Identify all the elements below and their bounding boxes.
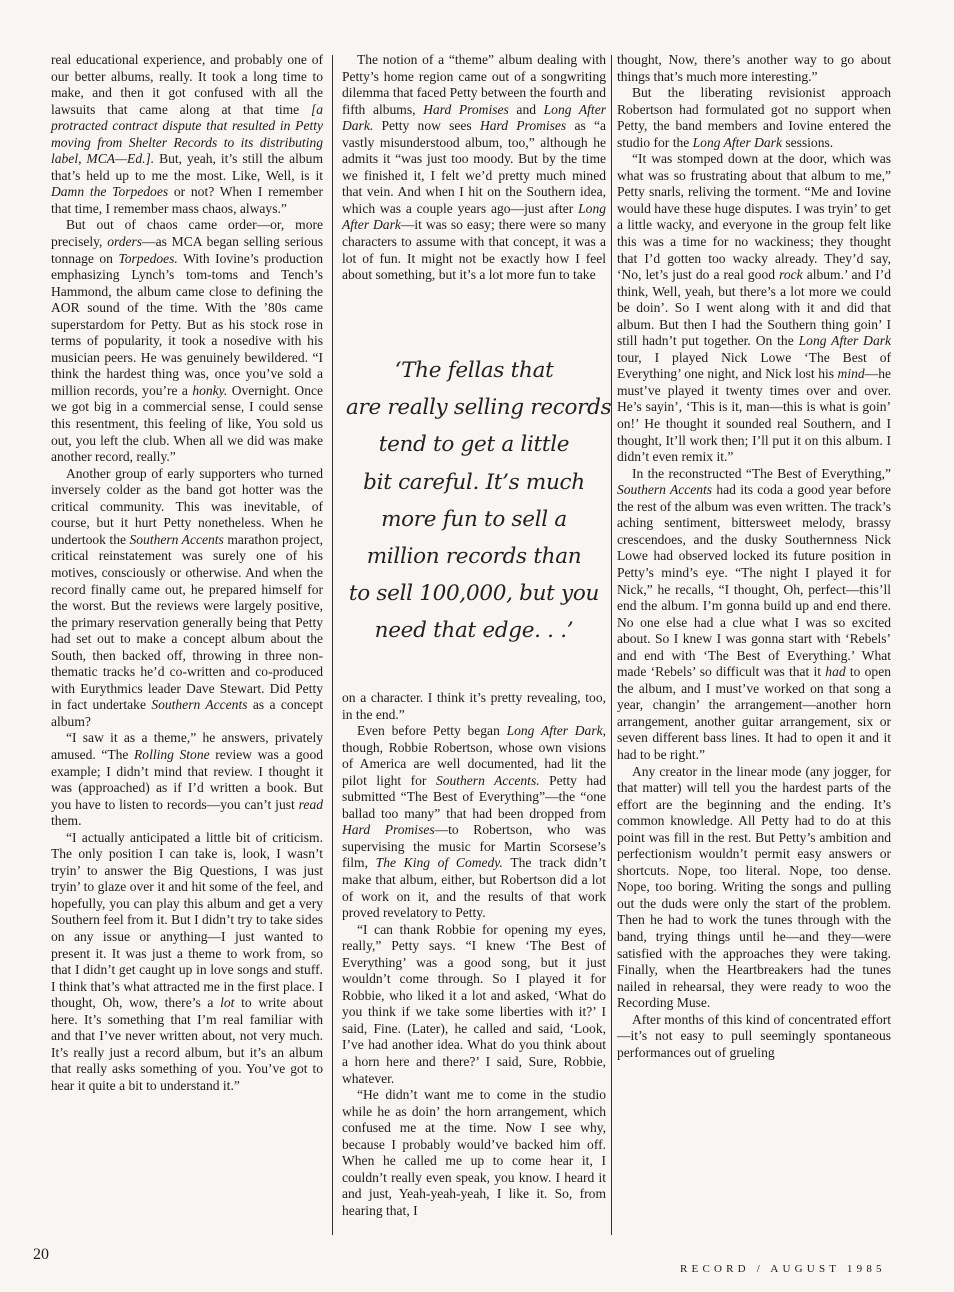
pull-quote-line: are really selling records — [346, 395, 612, 421]
column-rule — [332, 55, 333, 1235]
paragraph: “He didn’t want me to come in the studio while he as doin’ the horn arrangement, which confused me at the time. Now I see why, because I probably would’ve backed him off. When he called me up to come hear it, I couldn’t really even speak, you know. I heard it and just, Yeah-yeah-yeah, I like it. So, from hearing that, I — [342, 1087, 606, 1218]
article-column-3 — [617, 52, 891, 1061]
pull-quote-line: tend to get a little — [378, 432, 570, 458]
paragraph: “It was stomped down at the door, which was what was so frustrating about that album to me,” Petty snarls, reliving the torment. “Me and Iovine would have these huge disputes. I was tryin’ to get a little wacky, and everyone in the group felt like this was a time for no wackiness; they thought that I’d gotten too wacky already. They’d say, ‘No, let’s just do a real good rock album.’ and I’d think, Well, yeah, but there’s a lot more we could be doin’. So I went along with it and did that album. But then I had the Southern thing goin’ I still hadn’t put together. On the Long After Dark tour, I played Nick Lowe ‘The Best of Everything’ one night, and Nick lost his mind—he must’ve played it twenty times over and over. He’s sayin’, ‘This is it, man—this is what is goin’ on!’ He thought it sounded real Southern, and I thought, It’ll work then; I’ll put it on this album. I didn’t even remix it.” — [617, 151, 892, 465]
paragraph: on a character. I think it’s pretty revealing, too, in the end.” — [342, 690, 606, 722]
paragraph: But the liberating revisionist approach Robertson had formulated got no support when Petty, the band members and Iovine entered the studio for the Long After Dark sessions. — [617, 85, 891, 150]
pull-quote-line: more fun to sell a — [381, 506, 567, 532]
paragraph: After months of this kind of concentrated effort—it’s not easy to pull seemingly spontaneous performances out of grueling — [617, 1011, 891, 1060]
paragraph: “I saw it as a theme,” he answers, privately amused. “The Rolling Stone review was a good example; I didn’t mind that review. I thought it was (approached) as if I’d written a book. But you have to listen to records—you can’t just read them. — [51, 730, 323, 829]
paragraph: “I can thank Robbie for opening my eyes, really,” Petty says. “I knew ‘The Best of Everything’ was a good song, but it just wouldn’t come through. So I played it for Robbie, who liked it a lot and asked, ‘What do you think if we take some liberties with it?’ I said, Fine. (Later), he called and said, ‘Look, I’ve had another idea. What do you think about a horn here and there?’ I said, Sure, Robbie, whatever. — [342, 921, 606, 1086]
paragraph: thought, Now, there’s another way to go about things that’s much more interesting.” — [617, 52, 891, 84]
article-column-1 — [51, 52, 323, 1094]
paragraph: Another group of early supporters who turned inversely colder as the band got hotter was the critical community. This was inevitable, of course, but it hurt Petty nonetheless. When he undertook the Southern Accents marathon project, critical reinstatement was surely one of his motives, consciously or otherwise. And when the record finally came out, he prepared himself for the worst. But the reviews were largely positive, the primary reservation generally being that Petty had set out to make a concept album about the South, then backed off, throwing in three non-thematic tracks he’d co-written and co-produced with Eurythmics leader Dave Stewart. Did Petty in fact undertake Southern Accents as a concept album? — [51, 465, 323, 729]
column-rule — [611, 55, 612, 1235]
paragraph: In the reconstructed “The Best of Everything,” Southern Accents had its coda a good year before the rest of the album was even written. The track’s aching sentiment, bittersweet melody, brassy crescendoes, and the dusky Southernness Nick Lowe had observed locked its future position in Petty’s mind’s eye. “The night I played it for Nick,” he recalls, “I thought, Oh, perfect—this’ll end the album. I’m gonna build up and end there. No one else had a clue what I was so excited about. So I knew I was gonna start with ‘Rebels’ and end with ‘The Best of Everything.’ What made ‘Rebels’ so difficult was that it had to open the album, and I must’ve worked on that song a year, changin’ the arrangement—another horn arrangement, another guitar arrangement, six or seven different bass lines. It had to open it and it had to be right.” — [617, 465, 891, 762]
pull-quote-line: million records than — [366, 544, 582, 570]
pull-quote-line: bit careful. It’s much — [363, 469, 585, 495]
pull-quote-line: ‘The fellas that — [394, 358, 554, 383]
pull-quote — [346, 352, 612, 682]
page-number: 20 — [33, 1246, 49, 1263]
paragraph: “I actually anticipated a little bit of criticism. The only position I can take is, look, I wasn’t tryin’ to answer the Big Questions, I was just tryin’ to glaze over it and hit some of the feel, and hopefully, you can play this album and get a very Southern feel from it. But I didn’t try to take sides on any issue or anything—I just wanted to present it. It was just a theme to work from, so that I didn’t get caught up in love songs and stuff. I think that’s what attracted me in the first place. I thought, Oh, wow, there’s a lot to write about here. It’s something that I’m real familiar with and that I’ve never written about, not very much. It’s really just a record album, but it’s an album that really asks something of you. You’ve got to hear it quite a bit to understand it.” — [51, 829, 323, 1093]
paragraph: real educational experience, and probably one of our better albums, really. It took a long time to make, and then it got confused with all the lawsuits that came along at that time [a protracted contract dispute that resulted in Petty moving from Shelter Records to its distributing label, MCA—Ed.]. But, yeah, it’s still the album that’s held up to me the most. Like, Well, is it Damn the Torpedoes or not? When I remember that time, I remember mass chaos, always.” — [51, 52, 324, 216]
pull-quote-line: to sell 100,000, but you — [348, 581, 600, 607]
article-column-2 — [342, 52, 606, 284]
paragraph: But out of chaos came order—or, more precisely, orders—as MCA began selling serious tonnage on Torpedoes. With Iovine’s production emphasizing Lynch’s tom-toms and Tench’s Hammond, the album came close to defining the AOR sound of the time. With the ’80s came superstardom for Petty. But as his stock rose in terms of popularity, it took a nosedive with his musician peers. He was genuinely bewildered. “I think the hardest thing was, once you’ve sold a million records, you’re a honky. Overnight. Once we got big in a commercial sense, I could sense this resentment, this feeling of like, You sold us out, you left the club. When all we did was make another record, really.” — [51, 217, 324, 465]
article-column-2-continued — [342, 690, 606, 1220]
paragraph: Even before Petty began Long After Dark, though, Robbie Robertson, whose own visions of America are well documented, had lit the pilot light for Southern Accents. Petty had submitted “The Best of Everything”—the “one ballad too many” that had been dropped from Hard Promises—to Robertson, who was supervising the music for Martin Scorsese’s film, The King of Comedy. The track didn’t make that album, either, but Robertson did a lot of work on it, and the results of that work proved revelatory to Petty. — [342, 723, 607, 921]
running-footer: RECORD / AUGUST 1985 — [680, 1263, 886, 1275]
paragraph: Any creator in the linear mode (any jogger, for that matter) will tell you the hardest parts of the effort are the beginning and the ending. It’s common knowledge. All Petty had to do at this point was fill in the rest. But Petty’s ambition and perfectionism wouldn’t permit easy answers or shortcuts. Nope, too literal. Nope, too dense. Nope, too boring. Writing the songs and pulling out the duds were only the start of the problem. Then he had to work the tunes through with the band, trying things until he—and they—were satisfied with the approaches they were taking. Finally, when the Heartbreakers had the tunes nailed in rehearsal, they were ready to woo the Recording Muse. — [617, 763, 891, 1011]
pull-quote-line: need that edge. . .’ — [374, 618, 574, 644]
paragraph: The notion of a “theme” album dealing with Petty’s home region came out of a songwriting dilemma that faced Petty between the fourth and fifth albums, Hard Promises and Long After Dark. Petty now sees Hard Promises as “a vastly misunderstood album, too,” although he admits it “was just too moody. But by the time we finished it, I felt we’d pretty much mined that vein. And when I hit on the Southern idea, which was a couple years ago—just after Long After Dark—it was so easy; there were so many characters to assume with that concept, it was a lot of fun. It might not be exactly how I feel about something, but it’s a lot more fun to take — [342, 52, 606, 283]
